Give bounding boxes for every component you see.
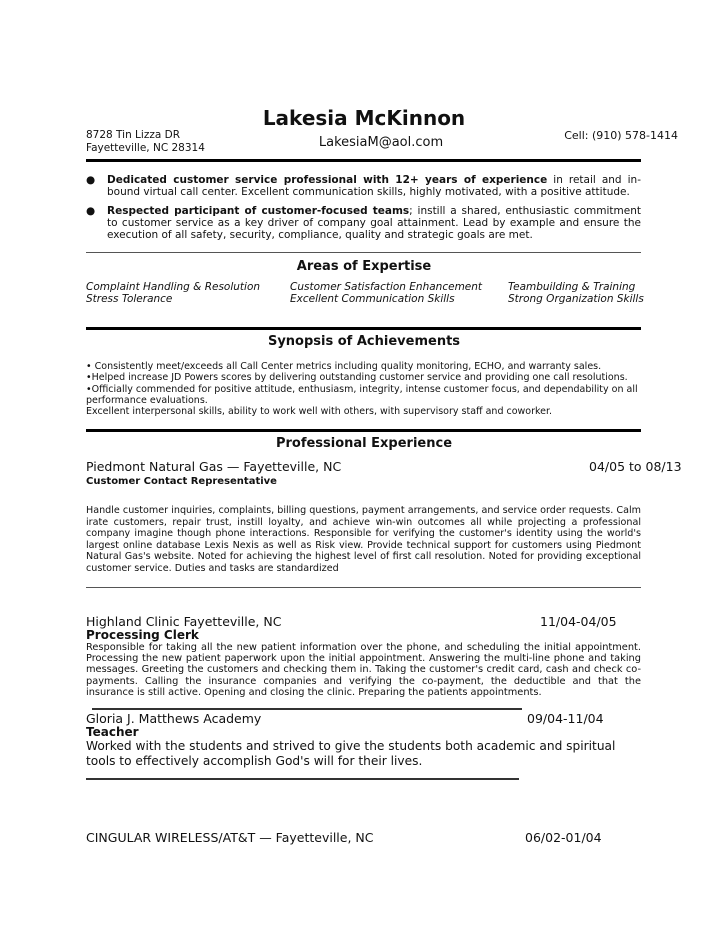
achievement-item: • Consistently meet/exceeds all Call Center metrics including quality monitoring, ECHO, and warranty sales. — [86, 361, 602, 372]
job-description: Worked with the students and strived to give the students both academic and spiritual tools to effectively accomplish God's will for their lives. — [86, 739, 616, 768]
summary-bullet-2 — [86, 205, 641, 241]
bullet-icon: ● — [86, 205, 96, 217]
expertise-item: Customer Satisfaction Enhancement — [290, 281, 483, 293]
cell-phone: Cell: (910) 578-1414 — [564, 129, 678, 142]
summary-bullet-1 — [86, 174, 641, 198]
achievements-list — [86, 361, 641, 417]
job-description: Handle customer inquiries, complaints, billing questions, payment arrangements, and service order requests. Calm irate customers, repair trust, instill loyalty, and achieve win-win outcomes all while projecting a professional company imagine though phone interactions. Responsible for verifying the customer's identity using the world's largest online database Lexis Nexis as well as Risk view. Provide technical support for customers using Piedmont Natural Gas's website. Noted for achieving the highest level of first call resolution. Noted for providing exceptional customer service. Duties and tasks are standardized — [86, 505, 641, 574]
bullet-icon: ● — [86, 174, 96, 186]
job-divider — [86, 587, 641, 588]
candidate-name: Lakesia McKinnon — [262, 106, 466, 130]
job-dates: 09/04-11/04 — [527, 711, 604, 726]
summary-rest: in retail and in-bound virtual call center. Excellent communication skills, highly motivated, with a positive attitude. — [107, 174, 641, 198]
job-description: Responsible for taking all the new patient information over the phone, and scheduling the initial appointment. Processing the new patient paperwork upon the initial appointment. Answering the multi-line phone and taking messages. Greeting the customers and checking them in. Taking the customer's credit card, cash and check co-payments. Calling the insurance companies and verifying the co-payment, the deductible and that the insurance is still active. Opening and closing the clinic. Preparing the patients appointments. — [86, 642, 641, 698]
expertise-item: Complaint Handling & Resolution — [86, 281, 261, 293]
expertise-item: Stress Tolerance — [86, 293, 173, 305]
achievements-divider — [86, 327, 641, 330]
experience-heading: Professional Experience — [275, 436, 453, 451]
expertise-item: Excellent Communication Skills — [290, 293, 455, 305]
achievement-item: •Officially commended for positive attitude, enthusiasm, integrity, intense customer focus, and dependability on all performance evaluations. — [86, 383, 638, 406]
summary-rest: ; instill a shared, enthusiastic commitment to customer service as a key driver of company goal attainment. Lead by example and ensure the execution of all safety, security, compliance, quality and strategic goals are met. — [107, 205, 642, 241]
job-dates: 04/05 to 08/13 — [589, 459, 682, 474]
job-divider — [86, 778, 519, 780]
mailing-address — [86, 129, 205, 155]
expertise-column-3 — [508, 281, 644, 305]
achievement-item: Excellent interpersonal skills, ability to work well with others, with supervisory staff and coworker. — [86, 406, 553, 418]
job-role: Customer Contact Representative — [86, 476, 277, 487]
expertise-divider — [86, 252, 641, 253]
header-divider — [86, 159, 641, 162]
achievements-heading: Synopsis of Achievements — [267, 334, 461, 349]
job-dates: 11/04-04/05 — [540, 614, 617, 629]
expertise-column-2 — [290, 281, 482, 305]
expertise-heading: Areas of Expertise — [296, 259, 432, 274]
job-employer: CINGULAR WIRELESS/AT&T — Fayetteville, NC — [86, 830, 374, 845]
address-line-1: 8728 Tin Lizza DR — [86, 129, 181, 141]
address-line-2: Fayetteville, NC 28314 — [86, 142, 205, 154]
expertise-item: Teambuilding & Training — [508, 281, 636, 293]
summary-bold: Respected participant of customer-focused teams — [107, 205, 410, 217]
experience-divider — [86, 429, 641, 432]
job-divider — [92, 708, 522, 710]
summary-bold: Dedicated customer service professional with 12+ years of experience — [107, 174, 548, 186]
job-role: Processing Clerk — [86, 628, 199, 642]
expertise-column-1 — [86, 281, 260, 305]
job-employer: Gloria J. Matthews Academy — [86, 711, 262, 726]
job-employer: Highland Clinic Fayetteville, NC — [86, 614, 282, 629]
job-employer: Piedmont Natural Gas — Fayetteville, NC — [86, 459, 342, 474]
expertise-item: Strong Organization Skills — [508, 293, 644, 305]
job-role: Teacher — [86, 725, 139, 739]
email-address: LakesiaM@aol.com — [318, 135, 444, 150]
achievement-item: •Helped increase JD Powers scores by delivering outstanding customer service and providing one call resolutions. — [86, 372, 628, 384]
job-dates: 06/02-01/04 — [525, 830, 602, 845]
